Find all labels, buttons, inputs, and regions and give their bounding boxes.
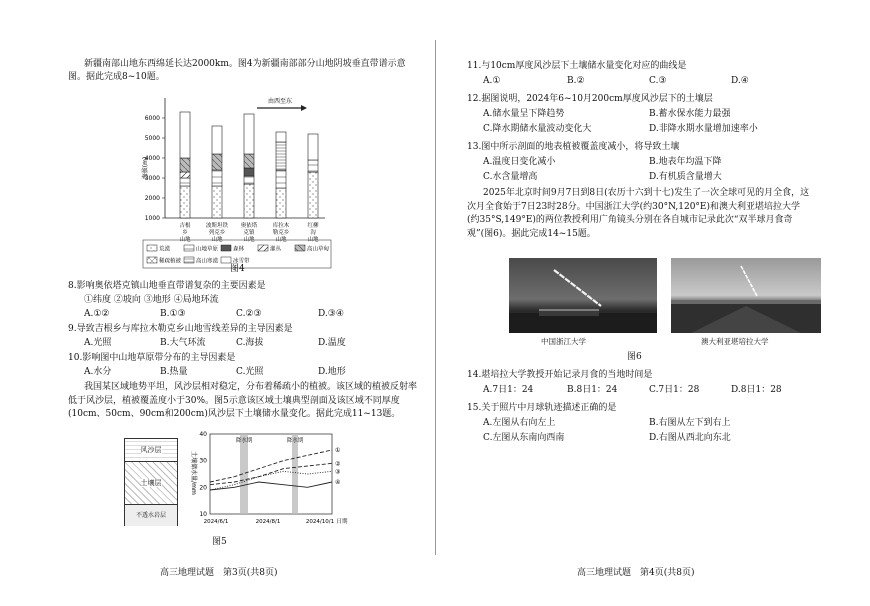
fig4-belt-冰雪带	[308, 134, 318, 160]
q15-option-b[interactable]: B.右图从左下到右上	[649, 418, 731, 428]
q14-option-c[interactable]: C.7日1：28	[649, 385, 700, 395]
q11-option-c[interactable]: C.③	[649, 76, 667, 86]
q10-option-a[interactable]: A.水分	[84, 367, 112, 377]
fig4-legend-swatch	[221, 245, 231, 251]
fig4-legend-swatch	[184, 245, 194, 251]
q12-stem: 12.据图说明，2024年6~10月200cm厚度风沙层下的土壤层	[467, 94, 713, 104]
q8-option-c[interactable]: C.②③	[236, 309, 262, 319]
fig4-belt-荒漠	[212, 186, 222, 218]
q8-option-d[interactable]: D.③④	[318, 309, 344, 319]
fig4-category-label: 山地	[307, 237, 319, 243]
fig5-annotation: 降水期	[235, 438, 253, 444]
fig5-ytick-label: 40	[199, 431, 207, 438]
fig4-legend-label: 山地草原	[196, 246, 219, 253]
fig4-category-label: 红柳	[307, 223, 319, 229]
fig4-ytick-label: 4000	[144, 155, 160, 162]
right-page	[437, 0, 870, 606]
fig4-legend-swatch	[258, 245, 268, 251]
q12-option-c[interactable]: C.降水期储水量波动变化大	[483, 124, 592, 134]
q13-option-b[interactable]: B.地表年均温下降	[649, 157, 722, 167]
profile-sand-layer: 风沙层	[125, 439, 177, 462]
fig4-category-label: 山地	[275, 237, 287, 243]
fig5-xtick-label: 2024/6/1	[203, 519, 229, 525]
q13-stem: 13.图中所示剖面的地表植被覆盖度减小，将导致土壤	[467, 142, 680, 152]
q10-option-b[interactable]: B.热量	[160, 367, 188, 377]
page-divider	[435, 40, 436, 555]
fig5-soil-profile	[124, 438, 178, 526]
q14-option-b[interactable]: B.8日1：24	[567, 385, 618, 395]
fig4-belt-高山草甸	[180, 158, 190, 172]
fig4-belt-山地草原	[212, 170, 222, 186]
fig4-belt-高山寒漠	[276, 142, 286, 170]
q10-option-c[interactable]: C.光照	[236, 367, 264, 377]
q9-option-c[interactable]: C.海拔	[236, 338, 264, 348]
intro-q11-13: 我国某区域地势平坦，风沙层相对稳定，分布着稀疏小的植被。该区域的植被反射率低于风沙层，植被覆盖度小于30%。图5示意该区域土壤典型剖面及该区域不同厚度(10cm、50cm、90cm和200cm)风沙层下土壤储水量变化。据此完成11~13题。	[68, 382, 418, 419]
q15-stem: 15.关于照片中月球轨迹描述正确的是	[467, 403, 617, 413]
q12-option-b[interactable]: B.蓄水保水能力最强	[649, 109, 731, 119]
fig4-ylabel: 海拔(m)	[142, 156, 149, 180]
footer-page-3: 高三地理试题 第3页(共8页)	[160, 568, 278, 578]
fig4-belt-高山草甸	[244, 154, 254, 168]
fig4-category-label: 山地	[211, 237, 223, 243]
figure-6-label: 图6	[627, 352, 642, 362]
fig5-ytick-label: 20	[199, 484, 207, 492]
q12-option-d[interactable]: D.非降水期水量增加速率小	[649, 124, 758, 134]
fig4-legend-swatch	[147, 245, 157, 251]
q8-option-b[interactable]: B.①③	[160, 309, 186, 319]
q14-stem: 14.堪培拉大学教授开始记录月食的当地时间是	[467, 370, 653, 380]
fig5-series-label: ①	[335, 447, 341, 454]
figure-5-chart	[182, 428, 357, 533]
fig4-category-label: 吉根	[179, 223, 191, 229]
fig5-series-line	[210, 482, 332, 490]
fig5-ytick-label: 30	[199, 457, 207, 465]
fig4-ytick-label: 3000	[144, 175, 160, 182]
fig4-legend-label: 高山草甸	[307, 246, 330, 253]
fig4-arrow-label: 由西至东	[267, 98, 293, 105]
fig4-legend-swatch	[295, 245, 305, 251]
fig4-legend-label: 高山寒漠	[196, 258, 219, 265]
fig4-legend-swatch	[184, 257, 194, 263]
q11-option-d[interactable]: D.④	[731, 76, 749, 86]
intro-q8-10-line2: 图。据此完成8~10题。	[68, 72, 165, 82]
fig4-belt-山地草原	[180, 178, 190, 186]
q9-option-a[interactable]: A.光照	[84, 338, 112, 348]
fig4-belt-灌丛	[180, 172, 190, 178]
q15-option-d[interactable]: D.右图从西北向东北	[649, 433, 731, 443]
fig5-rain-band	[292, 434, 298, 514]
fig4-category-label: 列克乡	[208, 230, 226, 236]
fig4-belt-荒漠	[308, 172, 318, 218]
fig4-category-label: 沟	[310, 230, 316, 236]
fig4-belt-山地草原	[308, 160, 318, 172]
q13-option-d[interactable]: D.有机质含量增大	[649, 172, 722, 182]
q13-option-a[interactable]: A.温度日变化减小	[483, 157, 556, 167]
fig4-legend-label: 稀疏植被	[159, 258, 182, 265]
fig4-legend-label: 森林	[233, 246, 245, 253]
photo-zhejiang-university	[509, 258, 657, 333]
footer-page-4: 高三地理试题 第4页(共8页)	[577, 568, 695, 578]
photo-canberra-university	[671, 258, 821, 333]
fig5-series-label: ②	[335, 460, 341, 468]
fig4-category-label: 山地	[243, 237, 255, 243]
fig4-arrow-head	[301, 105, 307, 111]
profile-bedrock-layer: 不透水岩层	[125, 505, 177, 526]
q8-stem: 8.影响奥依塔克镇山地垂直带谱复杂的主要因素是	[68, 281, 266, 291]
q9-option-b[interactable]: B.大气环流	[160, 338, 206, 348]
fig4-belt-森林	[244, 168, 254, 176]
fig5-ylabel: 土壤储水量/mm	[190, 451, 197, 495]
q11-option-a[interactable]: A.①	[483, 76, 501, 86]
figure-4-chart	[125, 90, 335, 275]
fig5-xtick-label: 2024/10/1	[305, 519, 335, 525]
moon-trail-left	[509, 258, 657, 333]
moon-trail-right	[671, 258, 821, 333]
fig4-category-label: 奥依塔	[240, 223, 258, 229]
fig5-series-label: ④	[335, 479, 341, 486]
q11-stem: 11.与10cm厚度风沙层下土壤储水量变化对应的曲线是	[467, 61, 687, 71]
fig4-belt-冰雪带	[180, 112, 190, 158]
fig4-category-label: 勒克乡	[272, 230, 290, 236]
q11-option-b[interactable]: B.②	[567, 76, 585, 86]
fig4-belt-山地草原	[276, 170, 286, 188]
fig4-belt-荒漠	[244, 184, 254, 218]
q14-option-a[interactable]: A.7日1：24	[483, 385, 534, 395]
fig4-ytick-label: 2000	[144, 195, 160, 202]
fig4-category-label: 山地	[179, 237, 191, 243]
q8-items: ①纬度 ②坡向 ③地形 ④局地环流	[84, 295, 219, 305]
fig4-belt-山地草原	[244, 176, 254, 184]
q8-option-a[interactable]: A.①②	[84, 309, 110, 319]
fig5-series-line	[210, 450, 332, 482]
q9-stem: 9.导致吉根乡与库拉木勒克乡山地雪线差异的主导因素是	[68, 324, 293, 334]
fig5-series-line	[210, 471, 332, 490]
figure-5-label: 图5	[212, 537, 227, 547]
q13-option-c[interactable]: C.水含量增高	[483, 172, 538, 182]
q10-option-d[interactable]: D.地形	[318, 367, 346, 377]
q15-option-c[interactable]: C.左图从东南向西南	[483, 433, 565, 443]
q9-option-d[interactable]: D.温度	[318, 338, 346, 348]
fig4-ytick-label: 6000	[144, 115, 160, 122]
fig4-ytick-label: 1000	[144, 215, 160, 222]
fig4-belt-冰雪带	[212, 126, 222, 154]
fig4-belt-高山草甸	[212, 154, 222, 170]
fig4-belt-冰雪带	[244, 114, 254, 154]
fig4-category-label: 波斯坦铁	[205, 223, 229, 229]
fig5-series-label: ③	[335, 468, 341, 476]
fig5-ytick-label: 10	[199, 511, 207, 518]
figure-4-label: 图4	[230, 264, 245, 274]
fig4-ytick-label: 5000	[144, 135, 160, 142]
fig4-legend-label: 灌丛	[270, 246, 282, 253]
fig4-belt-冰雪带	[276, 132, 286, 142]
q12-option-a[interactable]: A.储水量呈下降趋势	[483, 109, 565, 119]
fig4-belt-荒漠	[276, 188, 286, 218]
caption-zhejiang: 中国浙江大学	[541, 337, 586, 346]
fig4-legend-swatch	[147, 257, 157, 263]
fig4-category-label: 克镇	[243, 230, 255, 236]
caption-canberra: 澳大利亚堪培拉大学	[701, 337, 769, 346]
fig4-belt-荒漠	[180, 186, 190, 218]
fig5-annotation: 降水期	[286, 438, 304, 444]
fig4-legend-label: 冰雪带	[233, 258, 250, 265]
intro-q8-10-line1: 新疆南部山地东西绵延长达2000km。图4为新疆南部部分山地阴坡垂直带谱示意	[84, 59, 406, 69]
fig4-category-label: 乡	[182, 230, 188, 236]
fig4-legend-label: 荒漠	[159, 246, 171, 253]
intro-q14-15: 2025年北京时间9月7日到8日(农历十六到十七)发生了一次全球可见的月全食，这次月全食始于7日23时28分。中国浙江大学(约30°N,120°E)和澳大利亚堪培拉大学(约35°S,149°E)的两位教授利用广角镜头分别在各自城市记录此次“双半球月食奇观”(图6)。据此完成14~15题。	[467, 188, 810, 239]
q10-stem: 10.影响图中山地草原带分布的主导因素是	[68, 353, 236, 363]
fig5-xtick-label: 2024/8/1	[255, 519, 281, 525]
q14-option-d[interactable]: D.8日1：28	[731, 385, 782, 395]
fig5-xlabel: 日期	[336, 519, 348, 525]
profile-soil-layer: 土壤层	[125, 462, 177, 505]
q15-option-a[interactable]: A.左图从右向左上	[483, 418, 556, 428]
fig4-category-label: 库拉木	[272, 223, 290, 229]
